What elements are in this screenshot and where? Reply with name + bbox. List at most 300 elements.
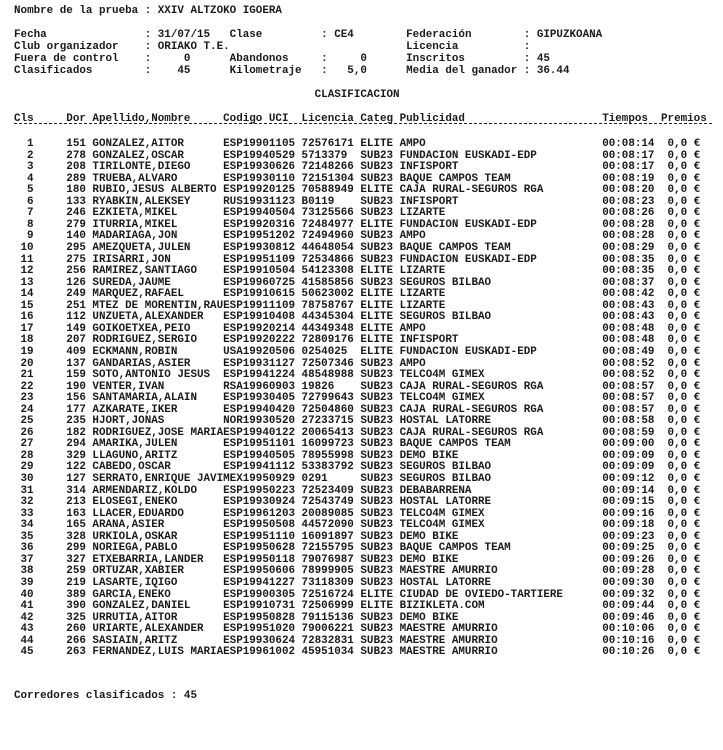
cell-cls: 35 (20, 530, 34, 543)
cell-tiempo: 00:08:28 (602, 218, 655, 231)
cell-tiempo: 00:08:26 (602, 207, 655, 220)
cell-dor: 256 (66, 265, 86, 278)
cell-uci-code: ESP19941224 (223, 369, 296, 381)
cell-tiempo: 00:08:59 (602, 426, 655, 439)
cell-premio: 0,0 € (667, 172, 701, 185)
cell-categ: SUB23 (360, 241, 394, 254)
cell-licencia: 0291 (301, 473, 328, 485)
cell-dor: 159 (66, 369, 86, 381)
col-header-tiempos: Tiempos (602, 113, 648, 125)
cell-name: ARMENDARIZ,KOLDO (92, 484, 197, 497)
cell-tiempo: 00:09:25 (602, 542, 655, 555)
cell-licencia: 41585856 (301, 276, 354, 289)
cell-premio: 0,0 € (667, 392, 701, 405)
cell-categ: SUB23 (360, 426, 394, 439)
cell-name: LLACER,EDUARDO (92, 507, 184, 520)
cell-dor: 213 (66, 496, 86, 509)
cell-dor: 177 (66, 403, 86, 416)
cell-name: RUBIO,JESUS ALBERTO (92, 184, 217, 197)
cell-categ: SUB23 (360, 507, 394, 520)
cell-uci-code: ESP19920222 (223, 334, 296, 347)
cell-cls: 6 (27, 195, 34, 208)
cell-publicidad: CAJA RURAL-SEGUROS RGA (399, 184, 544, 197)
cell-dor: 249 (66, 288, 86, 301)
cell-categ: SUB23 (360, 565, 394, 578)
separator: : (144, 53, 152, 65)
cell-licencia: 16099723 (301, 438, 354, 451)
cell-licencia: 20065413 (301, 426, 354, 439)
table-row (14, 450, 714, 462)
cell-categ: SUB23 (360, 484, 394, 497)
cell-uci-code: ESP19930812 (223, 241, 296, 254)
cell-tiempo: 00:08:29 (602, 241, 655, 254)
cell-publicidad: BAQUE CAMPOS TEAM (399, 542, 511, 555)
cell-dor: 163 (66, 507, 86, 520)
clase-label: Clase (229, 29, 263, 41)
cell-licencia: 78955998 (301, 449, 354, 462)
table-row (14, 288, 714, 300)
table-row (14, 369, 714, 381)
table-row (14, 173, 714, 185)
cell-publicidad: MAESTRE AMURRIO (399, 646, 498, 659)
table-row (14, 334, 714, 346)
cell-uci-code: USA19920506 (223, 345, 296, 358)
cell-tiempo: 00:08:28 (602, 230, 655, 243)
cell-cls: 30 (20, 473, 34, 485)
cell-publicidad: DEMO BIKE (399, 611, 459, 624)
table-row (14, 485, 714, 497)
cell-tiempo: 00:09:09 (602, 461, 655, 474)
cell-premio: 0,0 € (667, 265, 701, 278)
table-row (14, 646, 714, 658)
cell-tiempo: 00:09:46 (602, 611, 655, 624)
cell-cls: 21 (20, 369, 34, 381)
cell-premio: 0,0 € (667, 473, 701, 485)
cell-premio: 0,0 € (667, 449, 701, 462)
media-ganador-label: Media del ganador (406, 65, 518, 77)
inscritos-value: 45 (536, 53, 550, 65)
cell-publicidad: LIZARTE (399, 288, 446, 301)
table-row (14, 519, 714, 531)
media-ganador-value: 36.44 (536, 65, 570, 77)
cell-tiempo: 00:09:16 (602, 507, 655, 520)
cell-publicidad: AMPO (399, 357, 426, 370)
cell-publicidad: SEGUROS BILBAO (399, 311, 492, 324)
cell-premio: 0,0 € (667, 507, 701, 520)
cell-premio: 0,0 € (667, 311, 701, 324)
cell-categ: SUB23 (360, 369, 394, 381)
cell-name: MARQUEZ,RAFAEL (92, 288, 184, 301)
cell-dor: 314 (66, 484, 86, 497)
cell-categ: ELITE (360, 299, 394, 312)
cell-licencia: 19826 (301, 380, 335, 393)
cell-premio: 0,0 € (667, 369, 701, 381)
cell-categ: SUB23 (360, 438, 394, 451)
cell-licencia: 72516724 (301, 588, 354, 601)
cell-tiempo: 00:09:15 (602, 496, 655, 509)
cell-premio: 0,0 € (667, 288, 701, 301)
cell-licencia: 72832831 (301, 634, 354, 647)
cell-licencia: 44349348 (301, 322, 354, 335)
separator: : (144, 29, 152, 41)
cell-name: SERRATO,ENRIQUE JAVI (92, 473, 224, 485)
footer-value: 45 (183, 690, 197, 702)
cell-categ: SUB23 (360, 553, 394, 566)
cell-name: HJORT,JONAS (92, 415, 165, 428)
cell-uci-code: ESP19950628 (223, 542, 296, 555)
cell-tiempo: 00:09:00 (602, 438, 655, 451)
cell-tiempo: 00:08:17 (602, 149, 655, 162)
cell-dor: 137 (66, 357, 86, 370)
cell-dor: 259 (66, 565, 86, 578)
cell-publicidad: FUNDACION EUSKADI-EDP (399, 253, 537, 266)
cell-dor: 219 (66, 576, 86, 589)
cell-dor: 156 (66, 392, 86, 405)
cell-categ: SUB23 (360, 230, 394, 243)
cell-tiempo: 00:08:43 (602, 311, 655, 324)
table-row (14, 346, 714, 358)
cell-licencia: 73118309 (301, 576, 354, 589)
cell-publicidad: AMPO (399, 322, 426, 335)
cell-licencia: 72151304 (301, 172, 354, 185)
table-row (14, 635, 714, 647)
table-row (14, 531, 714, 543)
cell-categ: SUB23 (360, 357, 394, 370)
cell-tiempo: 00:10:16 (602, 634, 655, 647)
cell-uci-code: ESP19961203 (223, 507, 296, 520)
cell-uci-code: RUS19931123 (223, 195, 296, 208)
cell-tiempo: 00:08:35 (602, 253, 655, 266)
cell-name: GOIKOETXEA,PEIO (92, 322, 191, 335)
cell-tiempo: 00:09:32 (602, 588, 655, 601)
cell-categ: SUB23 (360, 392, 394, 405)
cell-dor: 165 (66, 519, 86, 532)
cell-name: URIARTE,ALEXANDER (92, 623, 204, 636)
cell-dor: 180 (66, 184, 86, 197)
separator: : (523, 65, 531, 77)
cell-dor: 149 (66, 322, 86, 335)
cell-name: GONZALEZ,AITOR (92, 138, 184, 150)
separator: : (321, 65, 328, 77)
clase-value: CE4 (334, 29, 354, 41)
kilometraje-value: 5,0 (347, 65, 367, 77)
col-header-name: Apellido,Nombre (92, 113, 191, 125)
col-header-publicidad: Publicidad (399, 113, 465, 125)
cell-uci-code: ESP19950118 (223, 553, 296, 566)
cell-publicidad: SEGUROS BILBAO (399, 276, 492, 289)
cell-uci-code: ESP19930924 (223, 496, 296, 509)
cell-licencia: 72534866 (301, 253, 354, 266)
cell-cls: 29 (20, 461, 34, 474)
cell-cls: 5 (27, 184, 34, 197)
footer-line (14, 690, 197, 702)
cell-premio: 0,0 € (667, 530, 701, 543)
cell-publicidad: MAESTRE AMURRIO (399, 623, 498, 636)
cell-publicidad: BAQUE CAMPOS TEAM (399, 241, 511, 254)
cell-licencia: 72484977 (301, 218, 354, 231)
cell-premio: 0,0 € (667, 218, 701, 231)
cell-categ: SUB23 (360, 623, 394, 636)
separator: : (321, 53, 328, 65)
cell-premio: 0,0 € (667, 426, 701, 439)
separator: : (144, 41, 152, 53)
abandonos-value: 0 (360, 53, 367, 65)
cell-cls: 26 (20, 426, 34, 439)
cell-name: GARCIA,ENEKO (92, 588, 171, 601)
cell-name: ORTUZAR,XABIER (92, 565, 184, 578)
cell-premio: 0,0 € (667, 195, 701, 208)
kilometraje-label: Kilometraje (229, 65, 302, 77)
cell-publicidad: TELCO4M GIMEX (399, 392, 485, 405)
col-header-uci: Codigo UCI (223, 113, 289, 125)
table-row (14, 577, 714, 589)
cell-tiempo: 00:09:18 (602, 519, 655, 532)
cell-tiempo: 00:08:35 (602, 265, 655, 278)
cell-uci-code: ESP19940504 (223, 207, 296, 220)
cell-dor: 279 (66, 218, 86, 231)
cell-cls: 44 (20, 634, 34, 647)
cell-publicidad: TELCO4M GIMEX (399, 369, 485, 381)
cell-cls: 3 (27, 161, 34, 174)
cell-uci-code: ESP19951202 (223, 230, 296, 243)
cell-licencia: 72507346 (301, 357, 354, 370)
cell-publicidad: CAJA RURAL-SEGUROS RGA (399, 403, 544, 416)
cell-licencia: 0254025 (301, 345, 348, 358)
table-row (14, 265, 714, 277)
cell-name: IRISARRI,JON (92, 253, 171, 266)
cell-uci-code: ESP19900305 (223, 588, 296, 601)
table-row (14, 242, 714, 254)
cell-cls: 38 (20, 565, 34, 578)
cell-tiempo: 00:09:23 (602, 530, 655, 543)
cell-publicidad: CAJA RURAL-SEGUROS RGA (399, 426, 544, 439)
cell-name: RODRIGUEZ,JOSE MARIA (92, 426, 224, 439)
col-header-dor: Dor (66, 113, 86, 125)
cell-cls: 36 (20, 542, 34, 555)
cell-publicidad: LIZARTE (399, 207, 446, 220)
table-row (14, 496, 714, 508)
club-label: Club organizador (14, 41, 119, 53)
cell-categ: ELITE (360, 265, 394, 278)
cell-licencia: 78999905 (301, 565, 354, 578)
cell-dor: 235 (66, 415, 86, 428)
cell-categ: ELITE (360, 600, 394, 612)
table-row (14, 612, 714, 624)
col-header-licencia: Licencia (301, 113, 354, 125)
col-header-cls: Cls (14, 113, 34, 125)
cell-cls: 2 (27, 149, 34, 162)
cell-name: ARANA,ASIER (92, 519, 165, 532)
cell-licencia: 72155795 (301, 542, 354, 555)
cell-name: AMEZQUETA,JULEN (92, 241, 191, 254)
cell-categ: ELITE (360, 345, 394, 358)
cell-cls: 32 (20, 496, 34, 509)
cell-uci-code: ESP19941112 (223, 461, 296, 474)
table-row (14, 219, 714, 231)
cell-name: LLAGUNO,ARITZ (92, 449, 178, 462)
cell-premio: 0,0 € (667, 184, 701, 197)
cell-name: LASARTE,IQIGO (92, 576, 178, 589)
cell-licencia: 72543749 (301, 496, 354, 509)
cell-categ: SUB23 (360, 380, 394, 393)
cell-cls: 9 (27, 230, 34, 243)
cell-dor: 246 (66, 207, 86, 220)
cell-categ: SUB23 (360, 461, 394, 474)
cell-dor: 151 (66, 138, 86, 150)
cell-premio: 0,0 € (667, 438, 701, 451)
cell-tiempo: 00:08:48 (602, 322, 655, 335)
cell-uci-code: ESP19951109 (223, 253, 296, 266)
col-header-categ: Categ (360, 113, 394, 125)
fuera-control-label: Fuera de control (14, 53, 119, 65)
cell-uci-code: ESP19911109 (223, 299, 296, 312)
cell-dor: 275 (66, 253, 86, 266)
cell-publicidad: HOSTAL LATORRE (399, 576, 492, 589)
cell-uci-code: ESP19930624 (223, 634, 296, 647)
table-row (14, 427, 714, 439)
cell-name: AZKARATE,IKER (92, 403, 178, 416)
cell-premio: 0,0 € (667, 253, 701, 266)
separator: : (523, 53, 531, 65)
cell-publicidad: AMPO (399, 230, 426, 243)
cell-uci-code: ESP19951020 (223, 623, 296, 636)
cell-categ: SUB23 (360, 634, 394, 647)
cell-premio: 0,0 € (667, 634, 701, 647)
cell-publicidad: DEMO BIKE (399, 553, 459, 566)
table-row (14, 161, 714, 173)
cell-tiempo: 00:08:37 (602, 276, 655, 289)
cell-categ: SUB23 (360, 496, 394, 509)
cell-publicidad: BAQUE CAMPOS TEAM (399, 438, 511, 451)
table-row (14, 311, 714, 323)
cell-premio: 0,0 € (667, 299, 701, 312)
table-row (14, 392, 714, 404)
cell-premio: 0,0 € (667, 542, 701, 555)
cell-cls: 27 (20, 438, 34, 451)
cell-cls: 43 (20, 623, 34, 636)
cell-licencia: 78758767 (301, 299, 354, 312)
table-row (14, 184, 714, 196)
cell-name: FERNANDEZ,LUIS MARIA (92, 646, 224, 659)
cell-uci-code: ESP19910504 (223, 265, 296, 278)
cell-licencia: 72494960 (301, 230, 354, 243)
table-row (14, 300, 714, 312)
cell-uci-code: ESP19941227 (223, 576, 296, 589)
cell-publicidad: INFISPORT (399, 161, 459, 174)
cell-dor: 328 (66, 530, 86, 543)
cell-tiempo: 00:08:52 (602, 357, 655, 370)
cell-cls: 28 (20, 449, 34, 462)
cell-premio: 0,0 € (667, 496, 701, 509)
cell-uci-code: ESP19950828 (223, 611, 296, 624)
cell-name: ETXEBARRIA,LANDER (92, 553, 204, 566)
cell-premio: 0,0 € (667, 345, 701, 358)
cell-name: GONZALEZ,OSCAR (92, 149, 184, 162)
cell-cls: 4 (27, 172, 34, 185)
cell-tiempo: 00:09:09 (602, 449, 655, 462)
cell-name: NORIEGA,PABLO (92, 542, 178, 555)
cell-dor: 207 (66, 334, 86, 347)
federacion-label: Federación (406, 29, 472, 41)
cell-uci-code: ESP19950606 (223, 565, 296, 578)
table-row (14, 473, 714, 485)
cell-cls: 7 (27, 207, 34, 220)
cell-dor: 390 (66, 600, 86, 612)
cell-name: RAMIREZ,SANTIAGO (92, 265, 197, 278)
abandonos-label: Abandonos (229, 53, 289, 65)
cell-name: TRUEBA,ALVARO (92, 172, 178, 185)
cell-publicidad: INFISPORT (399, 334, 459, 347)
cell-licencia: 79076987 (301, 553, 354, 566)
cell-categ: SUB23 (360, 611, 394, 624)
cell-tiempo: 00:08:20 (602, 184, 655, 197)
cell-publicidad: LIZARTE (399, 299, 446, 312)
cell-premio: 0,0 € (667, 553, 701, 566)
cell-name: TIRILONTE,DIEGO (92, 161, 191, 174)
cell-publicidad: CIUDAD DE OVIEDO-TARTIERE (399, 588, 563, 601)
table-row (14, 358, 714, 370)
separator: : (523, 41, 531, 53)
cell-categ: SUB23 (360, 172, 394, 185)
cell-name: RODRIGUEZ,SERGIO (92, 334, 197, 347)
cell-name: GONZALEZ,DANIEL (92, 600, 191, 612)
cell-tiempo: 00:10:06 (602, 623, 655, 636)
cell-publicidad: FUNDACION EUSKADI-EDP (399, 345, 537, 358)
fecha-label: Fecha (14, 29, 47, 41)
cell-premio: 0,0 € (667, 334, 701, 347)
cell-licencia: 5713379 (301, 149, 348, 162)
cell-cls: 8 (27, 218, 34, 231)
cell-uci-code: ESP19930626 (223, 161, 296, 174)
cell-categ: SUB23 (360, 161, 394, 174)
cell-dor: 133 (66, 195, 86, 208)
cell-name: SANTAMARIA,ALAIN (92, 392, 197, 405)
cell-uci-code: MEX19950929 (223, 473, 296, 485)
cell-dor: 140 (66, 230, 86, 243)
cell-uci-code: ESP19930405 (223, 392, 296, 405)
cell-cls: 1 (27, 138, 34, 150)
cell-uci-code: ESP19910408 (223, 311, 296, 324)
cell-categ: ELITE (360, 288, 394, 301)
cell-name: SASIAIN,ARITZ (92, 634, 178, 647)
cell-name: AMARIKA,JULEN (92, 438, 178, 451)
cell-publicidad: FUNDACION EUSKADI-EDP (399, 149, 537, 162)
clasificados-value: 45 (177, 65, 191, 77)
cell-dor: 127 (66, 473, 86, 485)
cell-uci-code: ESP19930110 (223, 172, 296, 185)
cell-premio: 0,0 € (667, 646, 701, 659)
table-row (14, 565, 714, 577)
cell-licencia: 72504860 (301, 403, 354, 416)
cell-tiempo: 00:08:23 (602, 195, 655, 208)
cell-tiempo: 00:09:14 (602, 484, 655, 497)
cell-name: URRUTIA,AITOR (92, 611, 178, 624)
cell-cls: 25 (20, 415, 34, 428)
cell-licencia: B0119 (301, 195, 335, 208)
cell-dor: 295 (66, 241, 86, 254)
table-row (14, 277, 714, 289)
cell-premio: 0,0 € (667, 576, 701, 589)
cell-premio: 0,0 € (667, 357, 701, 370)
cell-dor: 251 (66, 299, 86, 312)
cell-name: CABEDO,OSCAR (92, 461, 171, 474)
cell-categ: SUB23 (360, 253, 394, 266)
cell-publicidad: BIZIKLETA.COM (399, 600, 485, 612)
cell-licencia: 72576171 (301, 138, 354, 150)
cell-name: UNZUETA,ALEXANDER (92, 311, 204, 324)
cell-publicidad: SEGUROS BILBAO (399, 473, 492, 485)
cell-categ: SUB23 (360, 149, 394, 162)
